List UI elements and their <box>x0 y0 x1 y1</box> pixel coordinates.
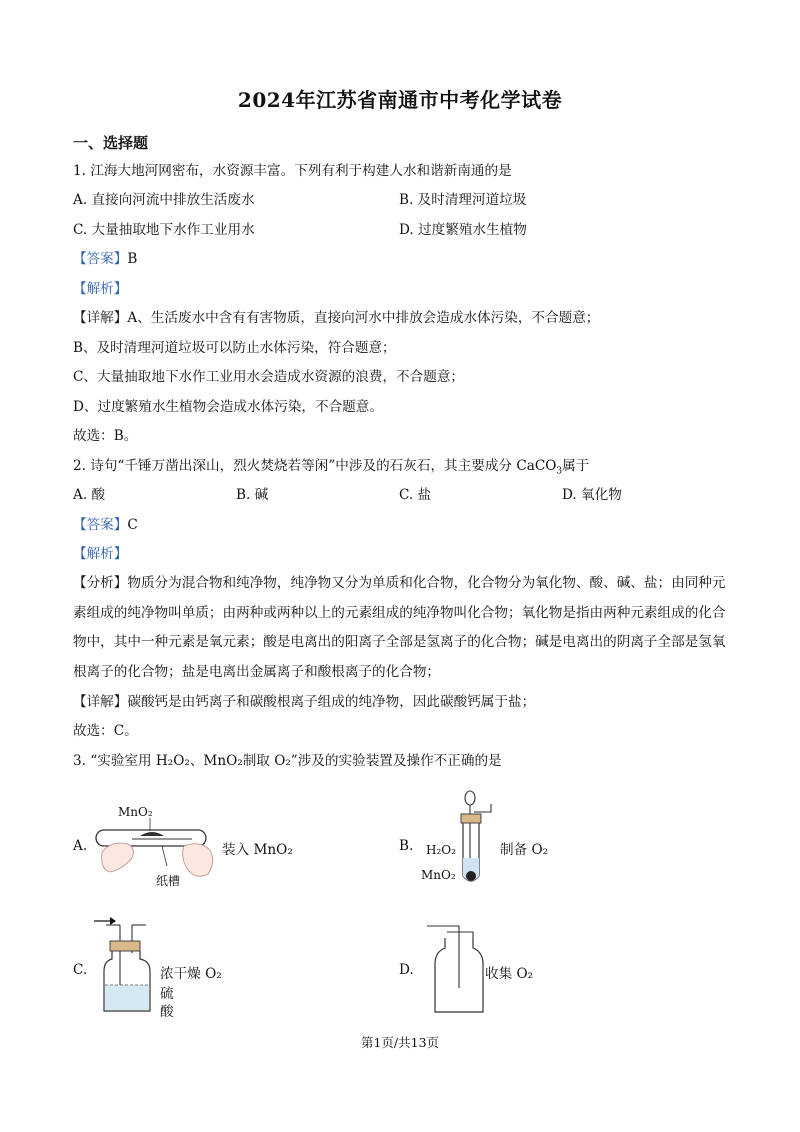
fenxi-text: 物质分为混合物和纯净物，纯净物又分为单质和化合物，化合物分为氧化物、酸、碱、盐；由同种元素组成的纯净物叫单质；由两种或两种以上的元素组成的纯净物叫化合物；氧化物是指由两种元素组成的化合物中，其中一种元素是氧元素；酸是电离出的阳离子全部是氢离子的化合物；碱是电离出的阴离子全部是氢氧根离子的化合物；盐是电离出金属离子和酸根离子的化合物； <box>73 575 726 680</box>
q3-stem: 3. “实验室用 H₂O₂、MnO₂制取 O₂”涉及的实验装置及操作不正确的是 <box>73 753 502 769</box>
q2-option-c: C. 盐 <box>399 487 432 503</box>
q3-a-letter: A. <box>73 838 88 854</box>
q3-b-mno2-label: MnO₂ <box>421 868 456 882</box>
q3-a-paper-label: 纸槽 <box>156 874 181 888</box>
q1-option-b: B. 及时清理河道垃圾 <box>399 192 527 208</box>
answer-value: B <box>127 251 138 267</box>
page-title: 2024年江苏省南通市中考化学试卷 <box>237 88 563 112</box>
q1-option-c: C. 大量抽取地下水作工业用水 <box>73 222 255 238</box>
q2-fenxi <box>73 569 733 687</box>
gas-collecting-bottle-figure <box>425 918 487 1014</box>
answer-tag: 【答案】 <box>73 251 128 267</box>
q1-detail-2: B、及时清理河道垃圾可以防止水体污染，符合题意； <box>73 340 396 356</box>
q3-a-text: 装入 MnO₂ <box>222 842 293 858</box>
washing-bottle-figure <box>92 915 158 1015</box>
q2-stem-end: 属于 <box>562 458 590 474</box>
detail-text: A、生活废水中含有有害物质，直接向河水中排放会造成水体污染，不合题意； <box>127 310 600 326</box>
q3-b-text: 制备 O₂ <box>500 842 549 858</box>
detail-tag: 【详解】 <box>73 310 128 326</box>
answer-value: C <box>127 517 138 533</box>
q2-choose: 故选：C。 <box>73 723 138 739</box>
fenxi-tag: 【分析】 <box>73 575 128 591</box>
q1-detail-3: C、大量抽取地下水作工业用水会造成水资源的浪费，不合题意； <box>73 369 465 385</box>
test-tube-funnel-figure <box>455 788 505 892</box>
q3-d-text: 收集 O₂ <box>485 966 534 982</box>
analysis-tag: 【解析】 <box>73 281 128 297</box>
q3-a-mno2-label: MnO₂ <box>118 805 153 819</box>
q1-answer <box>73 249 137 269</box>
q3-b-letter: B. <box>399 838 414 854</box>
detail-text: 碳酸钙是由钙离子和碳酸根离子组成的纯净物，因此碳酸钙属于盐； <box>127 694 536 710</box>
q3-b-h2o2-label: H₂O₂ <box>426 843 456 857</box>
q2-detail <box>73 692 535 712</box>
q2-stem-text: 2. 诗句“千锤万凿出深山，烈火焚烧若等闲”中涉及的石灰石，其主要成分 CaCO <box>73 458 557 474</box>
q1-option-d: D. 过度繁殖水生植物 <box>399 222 527 238</box>
q1-analysis <box>73 279 127 299</box>
q3-c-letter: C. <box>73 962 88 978</box>
q1-option-a: A. 直接向河流中排放生活废水 <box>73 192 255 208</box>
q2-stem <box>73 456 589 482</box>
q2-option-a: A. 酸 <box>73 487 106 503</box>
q2-option-d: D. 氧化物 <box>562 487 622 503</box>
q3-c-text: 浓干燥 O₂ <box>160 966 222 982</box>
q3-c-text3: 酸 <box>160 1004 174 1020</box>
q3-d-letter: D. <box>399 962 414 978</box>
q2-stem-sub: 3 <box>556 466 563 477</box>
q1-stem: 1. 江海大地河网密布，水资源丰富。下列有利于构建人水和谐新南通的是 <box>73 163 512 179</box>
q1-detail-4: D、过度繁殖水生植物会造成水体污染，不合题意。 <box>73 399 383 415</box>
detail-tag: 【详解】 <box>73 694 128 710</box>
q2-analysis <box>73 544 127 564</box>
q3-c-text2: 硫 <box>160 986 174 1002</box>
q1-detail-1 <box>73 308 599 328</box>
answer-tag: 【答案】 <box>73 517 128 533</box>
q2-option-b: B. 碱 <box>236 487 269 503</box>
q1-choose: 故选：B。 <box>73 428 138 444</box>
page-footer: 第1页/共13页 <box>360 1035 440 1050</box>
section-heading: 一、选择题 <box>73 134 149 152</box>
analysis-tag: 【解析】 <box>73 546 128 562</box>
q2-answer <box>73 515 138 535</box>
